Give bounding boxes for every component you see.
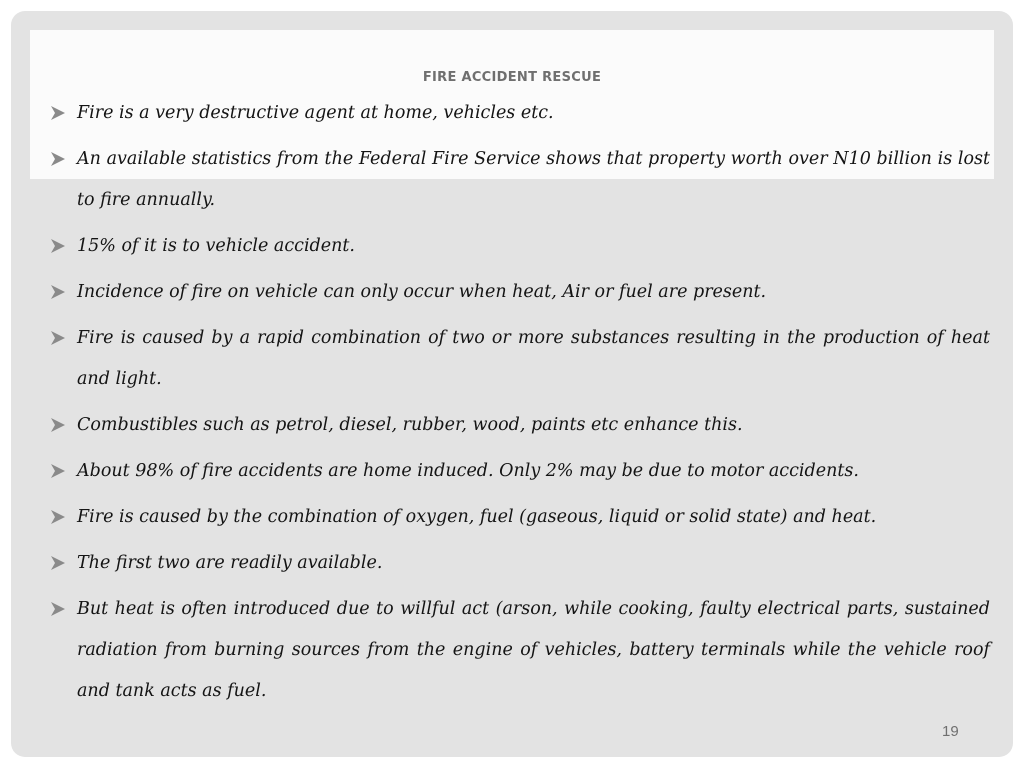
slide — [11, 11, 1013, 757]
bullet-text: Combustibles such as petrol, diesel, rubber, wood, paints etc enhance this. — [77, 415, 743, 435]
bullet-item — [47, 589, 990, 712]
arrowhead-bullet-icon — [50, 509, 66, 525]
arrowhead-bullet-icon — [50, 463, 66, 479]
bullet-text: The first two are readily available. — [77, 553, 383, 573]
bullet-text: But heat is often introduced due to willful act (arson, while cooking, faulty electrical parts, sustained radiation from burning sources from the engine of vehicles, battery terminals while the vehicle roof and tank acts as fuel. — [77, 599, 990, 701]
slide-title: FIRE ACCIDENT RESCUE — [422, 70, 602, 85]
bullet-text: Incidence of fire on vehicle can only occur when heat, Air or fuel are present. — [77, 282, 767, 302]
bullet-item — [47, 451, 990, 492]
arrowhead-bullet-icon — [50, 601, 66, 617]
arrowhead-bullet-icon — [50, 238, 66, 254]
bullet-text: An available statistics from the Federal Fire Service shows that property worth over N10 billion is lost to fire annually. — [77, 149, 990, 210]
bullet-text: Fire is caused by a rapid combination of two or more substances resulting in the production of heat and light. — [77, 328, 990, 389]
arrowhead-bullet-icon — [50, 330, 66, 346]
arrowhead-bullet-icon — [50, 151, 66, 167]
bullet-text: About 98% of fire accidents are home induced. Only 2% may be due to motor accidents. — [77, 461, 859, 481]
arrowhead-bullet-icon — [50, 284, 66, 300]
page-number: 19 — [942, 723, 959, 740]
bullet-item — [47, 497, 990, 538]
bullet-item — [47, 318, 990, 400]
arrowhead-bullet-icon — [50, 417, 66, 433]
arrowhead-bullet-icon — [50, 105, 66, 121]
bullet-item — [47, 272, 990, 313]
arrowhead-bullet-icon — [50, 555, 66, 571]
bullet-item — [47, 139, 990, 221]
bullet-text: 15% of it is to vehicle accident. — [77, 236, 355, 256]
bullet-text: Fire is caused by the combination of oxygen, fuel (gaseous, liquid or solid state) and heat. — [77, 507, 877, 527]
bullet-text: Fire is a very destructive agent at home, vehicles etc. — [77, 103, 554, 123]
bullet-list — [47, 93, 990, 717]
bullet-item — [47, 543, 990, 584]
bullet-item — [47, 93, 990, 134]
bullet-item — [47, 226, 990, 267]
bullet-item — [47, 405, 990, 446]
